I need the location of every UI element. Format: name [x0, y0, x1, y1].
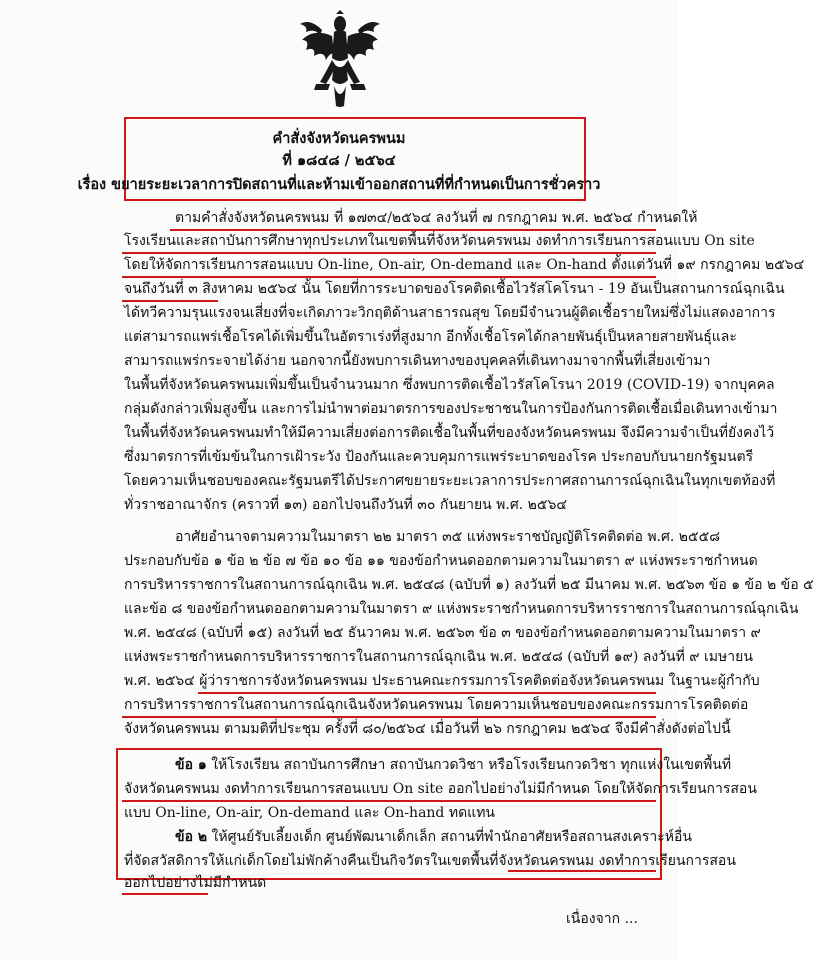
para1-line-12: โดยความเห็นชอบของคณะรัฐมนตรีได้ประกาศขยายระยะเวลาการประกาศสถานการณ์ฉุกเฉินในทุกเขตท้องที่ [124, 473, 776, 489]
para1-line-2: โรงเรียนและสถาบันการศึกษาทุกประเภทในเขตพื้นที่จังหวัดนครพนม งดทำการเรียนการสอนแบบ On site [124, 233, 755, 249]
clause2-line-3: ออกไปอย่างไม่มีกำหนด [124, 875, 267, 891]
para2-line-8: การบริหารราชการในสถานการณ์ฉุกเฉินจังหวัดนครพนม โดยความเห็นชอบของคณะกรรมการโรคติดต่อ [124, 697, 749, 713]
para1-line-10: ในพื้นที่จังหวัดนครพนมทำให้มีความเสี่ยงต่อการติดเชื้อในพื้นที่ของจังหวัดนครพนม จึงมีความจำเป็นที่ยังคงไว้ [124, 425, 775, 441]
underline-para1-1 [170, 229, 656, 231]
para1-line-7: สามารถแพร่กระจายได้ง่าย นอกจากนี้ยังพบการเดินทางของบุคคลที่เดินทางมาจากพื้นที่เสี่ยงเข้ามา [124, 353, 711, 369]
clause2-line-2: ที่จัดสวัสดิการให้แก่เด็กโดยไม่พักค้างคืนเป็นกิจวัตรในเขตพื้นที่จังหวัดนครพนม งดทำการเรียนการสอน [124, 853, 736, 869]
para2-line-1: อาศัยอำนาจตามความในมาตรา ๒๒ มาตรา ๓๕ แห่งพระราชบัญญัติโรคติดต่อ พ.ศ. ๒๕๕๘ [175, 529, 721, 545]
para2-line-9: จังหวัดนครพนม ตามมติที่ประชุม ครั้งที่ ๘๐/๒๕๖๔ เมื่อวันที่ ๒๖ กรกฎาคม ๒๕๖๔ จึงมีคำสั่งดังต่อไปนี้ [124, 721, 731, 737]
para2-line-3: การบริหารราชการในสถานการณ์ฉุกเฉิน พ.ศ. ๒๕๔๘ (ฉบับที่ ๑) ลงวันที่ ๒๕ มีนาคม พ.ศ. ๒๕๖๓ ข้อ ๑ ข้อ ๒ ข้อ ๕ [124, 577, 814, 593]
underline-clause1 [122, 800, 656, 802]
clause1-text-1: ให้โรงเรียน สถาบันการศึกษา สถาบันกวดวิชา หรือโรงเรียนกวดวิชา ทุกแห่งในเขตพื้นที่ [211, 757, 732, 773]
para1-line-9: กลุ่มดังกล่าวเพิ่มสูงขึ้น และการไม่นำพาต่อมาตรการของประชาชนในการป้องกันการติดเชื้อเมื่อเดินทางเข้ามา [124, 401, 778, 417]
underline-para1-4 [122, 300, 218, 302]
para1-line-3: โดยให้จัดการเรียนการสอนแบบ On-line, On-air, On-demand และ On-hand ตั้งแต่วันที่ ๑๙ กรกฎาคม ๒๕๖๔ [124, 257, 805, 273]
para2-line-2: ประกอบกับข้อ ๑ ข้อ ๒ ข้อ ๗ ข้อ ๑๐ ข้อ ๑๑ ของข้อกำหนดออกตามความในมาตรา ๙ แห่งพระราชกำหนด [124, 553, 758, 569]
para1-line-5: ได้ทวีความรุนแรงจนเสี่ยงที่จะเกิดภาวะวิกฤติด้านสาธารณสุข โดยมีจำนวนผู้ติดเชื้อรายใหม่ซึ่งไม่แสดงอาการ [124, 305, 776, 321]
garuda-emblem-icon [296, 10, 384, 108]
underline-clause2-1 [508, 870, 656, 872]
clause2-line-1 [175, 828, 692, 846]
para1-line-11: ซึ่งมาตรการที่เข้มข้นในการเฝ้าระวัง ป้องกันและควบคุมการแพร่ระบาดของโรค ประกอบกับนายกรัฐมนตรี [124, 449, 754, 465]
para1-line-13: ทั่วราชอาณาจักร (คราวที่ ๑๓) ออกไปจนถึงวันที่ ๓๐ กันยายน พ.ศ. ๒๕๖๔ [124, 497, 567, 513]
underline-para1-3 [122, 276, 656, 278]
continued-note: เนื่องจาก ... [566, 911, 638, 927]
clause2-label: ข้อ ๒ [175, 829, 208, 845]
order-subject: เรื่อง ขยายระยะเวลาการปิดสถานที่และห้ามเข้าออกสถานที่ที่กำหนดเป็นการชั่วคราว [77, 176, 601, 193]
clause1-line-1 [175, 756, 732, 774]
underline-para2-1 [198, 692, 656, 694]
underline-para1-2 [122, 252, 656, 254]
para2-line-4: และข้อ ๘ ของข้อกำหนดออกตามความในมาตรา ๙ แห่งพระราชกำหนดการบริหารราชการในสถานการณ์ฉุกเฉิน [124, 601, 799, 617]
para1-line-1: ตามคำสั่งจังหวัดนครพนม ที่ ๑๗๓๔/๒๕๖๔ ลงวันที่ ๗ กรกฎาคม พ.ศ. ๒๕๖๔ กำหนดให้ [175, 210, 698, 226]
underline-para2-2 [122, 716, 656, 718]
para1-line-6: แต่สามารถแพร่เชื้อโรคได้เพิ่มขึ้นในอัตราเร่งที่สูงมาก อีกทั้งเชื้อโรคได้กลายพันธุ์เป็นหลายสายพันธุ์และ [124, 329, 737, 345]
order-number: ที่ ๑๘๔๘ / ๒๕๖๔ [282, 152, 396, 169]
clause1-label: ข้อ ๑ [175, 757, 207, 773]
clause1-line-3: แบบ On-line, On-air, On-demand และ On-hand ทดแทน [124, 805, 495, 821]
order-title: คำสั่งจังหวัดนครพนม [272, 130, 406, 147]
para2-line-7: พ.ศ. ๒๕๖๔ ผู้ว่าราชการจังหวัดนครพนม ประธานคณะกรรมการโรคติดต่อจังหวัดนครพนม ในฐานะผู้กำกับ [124, 673, 760, 689]
para2-line-5: พ.ศ. ๒๕๔๘ (ฉบับที่ ๑๕) ลงวันที่ ๒๕ ธันวาคม พ.ศ. ๒๕๖๓ ข้อ ๓ ของข้อกำหนดออกตามความในมาตรา ๙ [124, 625, 761, 641]
para1-line-8: ในพื้นที่จังหวัดนครพนมเพิ่มขึ้นเป็นจำนวนมาก ซึ่งพบการติดเชื้อไวรัสโคโรนา 2019 (COVID-19) จากบุคคล [124, 377, 775, 393]
clause2-text-1: ให้ศูนย์รับเลี้ยงเด็ก ศูนย์พัฒนาเด็กเล็ก สถานที่พำนักอาศัยหรือสถานสงเคราะห์อื่น [211, 829, 692, 845]
para1-line-4: จนถึงวันที่ ๓ สิงหาคม ๒๕๖๔ นั้น โดยที่การระบาดของโรคติดเชื้อไวรัสโคโรนา - 19 อันเป็นสถานการณ์ฉุกเฉิน [124, 281, 785, 297]
para2-line-6: แห่งพระราชกำหนดการบริหารราชการในสถานการณ์ฉุกเฉิน พ.ศ. ๒๕๔๘ (ฉบับที่ ๑๙) ลงวันที่ ๙ เมษายน [124, 649, 753, 665]
underline-clause2-2 [122, 893, 208, 895]
clause1-line-2: จังหวัดนครพนม งดทำการเรียนการสอนแบบ On site ออกไปอย่างไม่มีกำหนด โดยให้จัดการเรียนการสอน [124, 781, 757, 797]
